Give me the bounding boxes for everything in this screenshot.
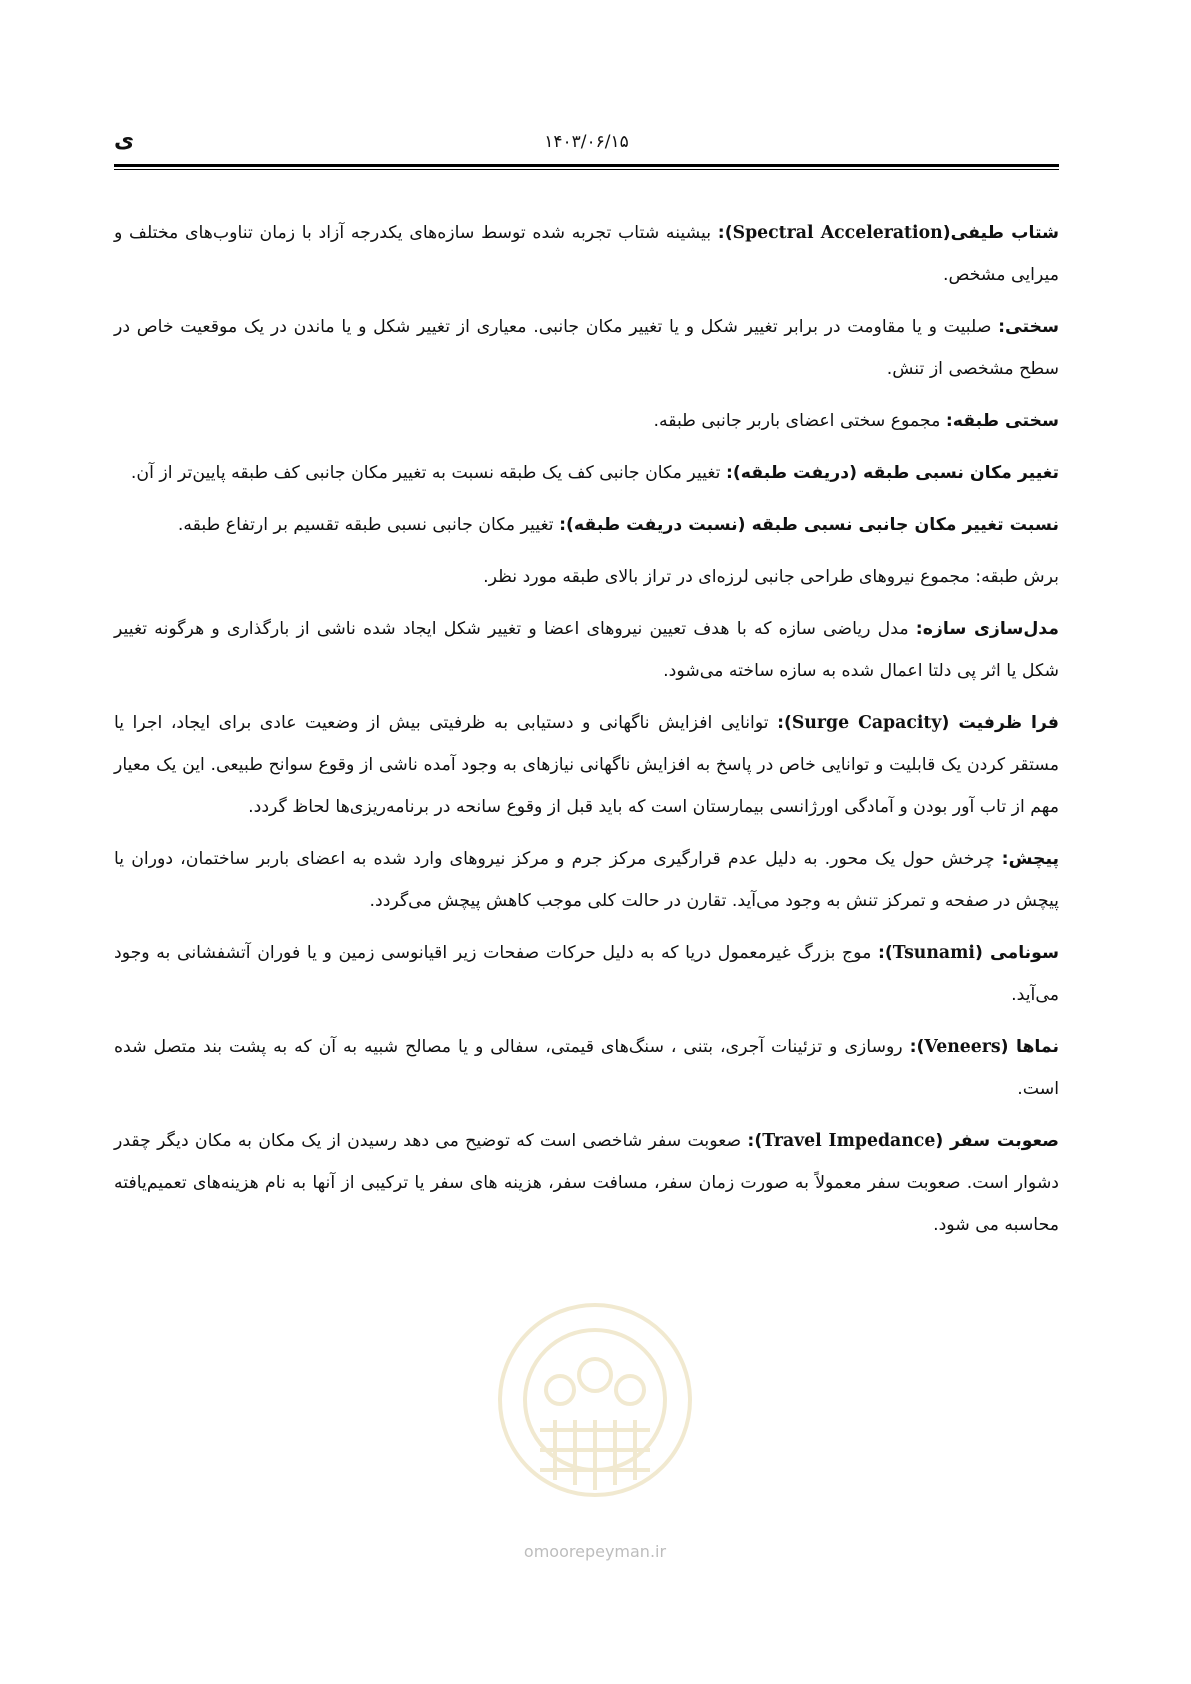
entry-definition: تغییر مکان جانبی نسبی طبقه تقسیم بر ارتفاع طبقه.	[177, 515, 560, 535]
glossary-body	[114, 212, 1059, 1256]
glossary-entry-story-drift-ratio	[114, 504, 1059, 546]
entry-term: سونامی (	[974, 943, 1060, 963]
entry-term: نسبت تغییر مکان جانبی نسبی طبقه (نسبت دریفت طبقه):	[559, 515, 1059, 535]
entry-definition: بیشینه شتاب تجربه شده توسط سازه‌های یکدرجه آزاد با زمان تناوب‌های مختلف و میرایی مشخص.	[114, 223, 1059, 285]
entry-definition: برش طبقه: مجموع نیروهای طراحی جانبی لرزه‌ای در تراز بالای طبقه مورد نظر.	[483, 567, 1059, 587]
entry-term-end: ):	[777, 713, 792, 733]
header-date: ۱۴۰۳/۰۶/۱۵	[544, 132, 629, 152]
glossary-entry-surge-capacity	[114, 702, 1059, 828]
entry-term: فرا ظرفیت (	[941, 713, 1059, 733]
glossary-entry-stiffness	[114, 306, 1059, 390]
glossary-entry-veneers	[114, 1026, 1059, 1110]
watermark-seal-icon	[480, 1280, 710, 1540]
entry-term: صعوبت سفر (	[935, 1131, 1059, 1151]
glossary-entry-torsion	[114, 838, 1059, 922]
entry-definition: مجموع سختی اعضای باربر جانبی طبقه.	[653, 411, 946, 431]
entry-definition: صلبیت و یا مقاومت در برابر تغییر شکل و یا تغییر مکان جانبی. معیاری از تغییر شکل و یا ماندن در یک موقعیت خاص در سطح مشخصی از تنش.	[114, 317, 1059, 379]
entry-term: مدل‌سازی سازه:	[915, 619, 1059, 639]
glossary-entry-structural-modeling	[114, 608, 1059, 692]
header-section-letter: ی	[114, 128, 135, 153]
glossary-entry-story-shear	[114, 556, 1059, 598]
entry-english-term: Surge Capacity	[791, 713, 942, 733]
entry-definition: تغییر مکان جانبی کف یک طبقه نسبت به تغییر مکان جانبی کف طبقه پایین‌تر از آن.	[130, 463, 726, 483]
entry-definition: روسازی و تزئینات آجری، بتنی ، سنگ‌های قیمتی، سفالی و یا مصالح شبیه به آن که به پشت بند متصل شده است.	[114, 1037, 1059, 1099]
entry-term: پیچش:	[1001, 849, 1059, 869]
entry-definition: موج بزرگ غیرمعمول دریا که به دلیل حرکات صفحات زیر اقیانوسی زمین و یا فوران آتشفشانی به وجود می‌آید.	[114, 943, 1059, 1005]
glossary-entry-story-stiffness	[114, 400, 1059, 442]
entry-term-end: ):	[909, 1037, 925, 1057]
glossary-entry-story-drift	[114, 452, 1059, 494]
entry-term: سختی:	[998, 317, 1059, 337]
header-rule-thick	[114, 164, 1059, 167]
entry-term: شتاب طیفی(	[942, 223, 1059, 243]
entry-term-end: ):	[747, 1131, 763, 1151]
glossary-entry-spectral-acceleration	[114, 212, 1059, 296]
glossary-entry-travel-impedance	[114, 1120, 1059, 1246]
entry-term-end: ):	[877, 943, 893, 963]
entry-definition: توانایی افزایش ناگهانی و دستیابی به ظرفیتی بیش از وضعیت عادی برای ایجاد، اجرا یا مستقر کردن یک قابلیت و توانایی خاص در پاسخ به افزایش ناگهانی نیازهای به وجود آمده ناشی از وقوع سوانح طبیعی. این یک معیار مهم از تاب آور بودن و آمادگی اورژانسی بیمارستان است که باید قبل از وقوع سانحه در برنامه‌ریزی‌ها لحاظ گردد.	[114, 713, 1059, 817]
entry-english-term: Tsunami	[892, 943, 975, 963]
watermark-url: omoorepeyman.ir	[523, 1542, 667, 1561]
page-header	[114, 128, 1059, 162]
entry-term: تغییر مکان نسبی طبقه (دریفت طبقه):	[725, 463, 1059, 483]
entry-definition: صعوبت سفر شاخصی است که توضیح می دهد رسیدن از یک مکان به مکان دیگر چقدر دشوار است. صعوبت سفر معمولاً به صورت زمان سفر، مسافت سفر، هزینه های سفر یا ترکیبی از آنها به نام هزینه‌های تعمیم‌یافته محاسبه می شود.	[114, 1131, 1059, 1235]
entry-definition: مدل ریاضی سازه که با هدف تعیین نیروهای اعضا و تغییر شکل ایجاد شده ناشی از بارگذاری و هرگونه تغییر شکل یا اثر پی دلتا اعمال شده به سازه ساخته می‌شود.	[114, 619, 1059, 681]
entry-english-term: Spectral Acceleration	[732, 223, 943, 243]
entry-english-term: Travel Impedance	[762, 1131, 936, 1151]
entry-definition: چرخش حول یک محور. به دلیل عدم قرارگیری مرکز جرم و مرکز نیروهای وارد شده به اعضای باربر ساختمان، دوران یا پیچش در صفحه و تمرکز تنش به وجود می‌آید. تقارن در حالت کلی موجب کاهش پیچش می‌گردد.	[114, 849, 1059, 911]
entry-term: نماها (	[1000, 1037, 1059, 1057]
entry-term: سختی طبقه:	[945, 411, 1059, 431]
entry-term-end: ):	[717, 223, 733, 243]
header-rule-thin	[114, 169, 1059, 170]
entry-english-term: Veneers	[924, 1037, 1001, 1057]
glossary-entry-tsunami	[114, 932, 1059, 1016]
